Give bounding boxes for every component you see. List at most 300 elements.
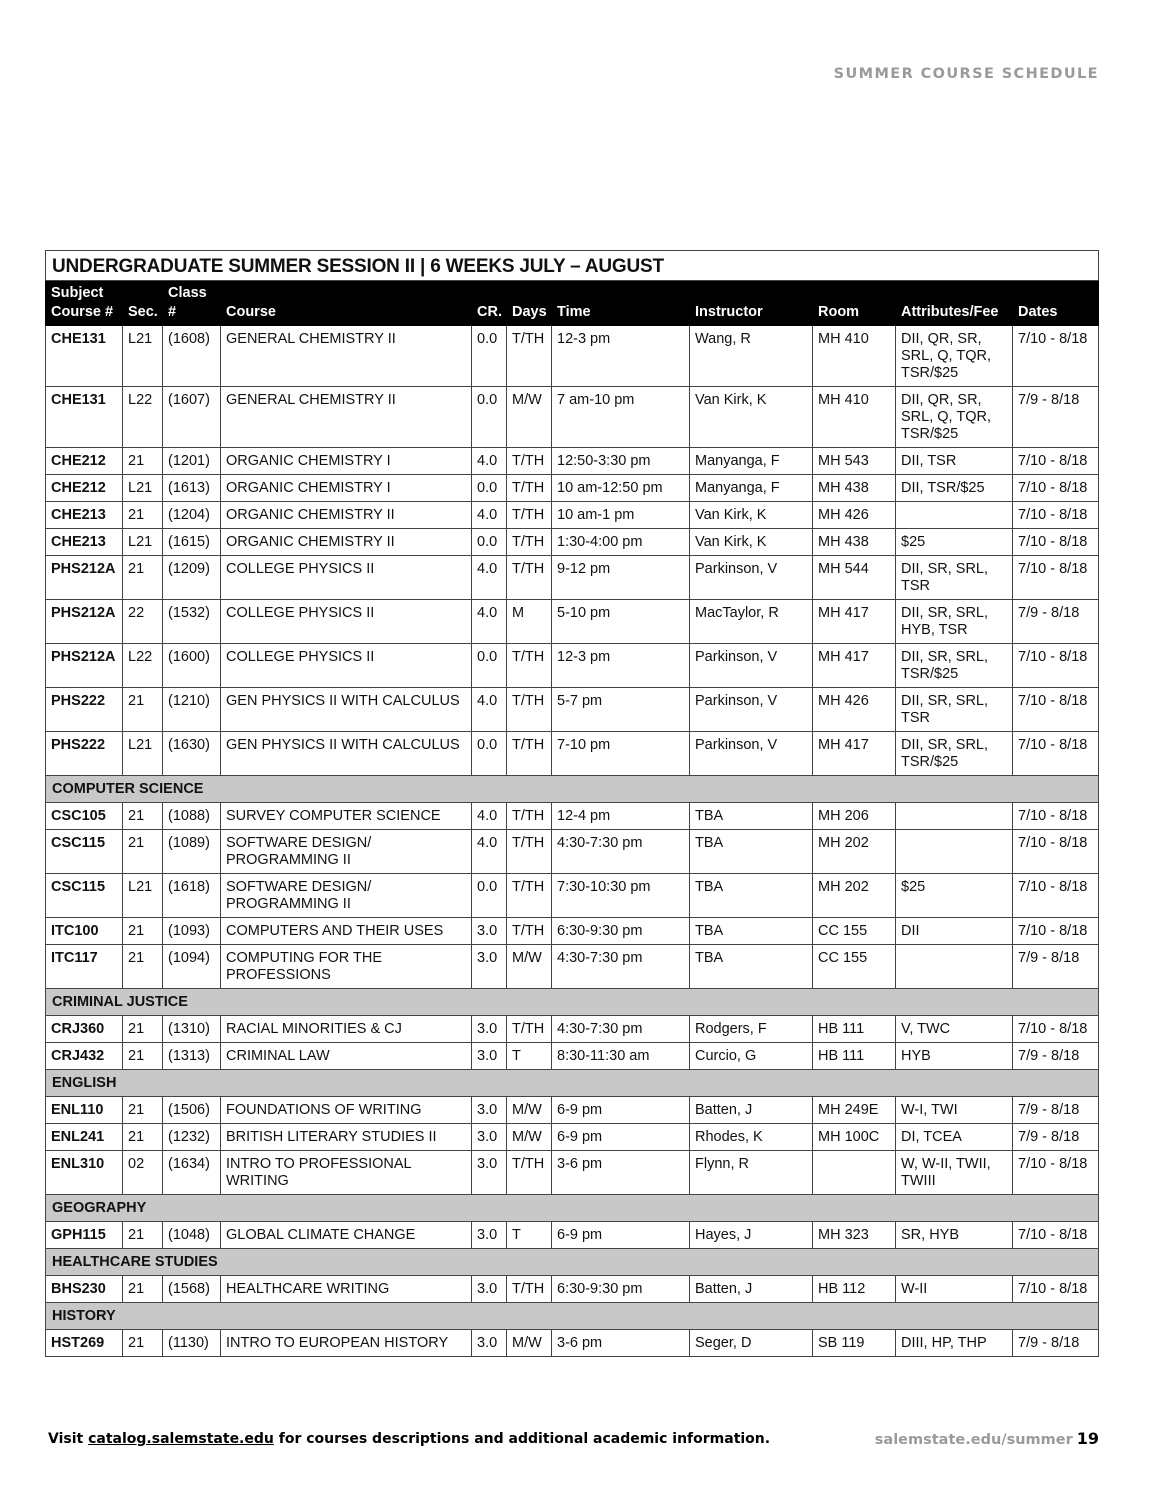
cell-sec: 21 xyxy=(123,1276,163,1303)
column-header-time: Time xyxy=(552,281,690,326)
cell-dates: 7/10 - 8/18 xyxy=(1013,688,1099,732)
column-header-instructor: Instructor xyxy=(690,281,813,326)
cell-instructor: Flynn, R xyxy=(690,1151,813,1195)
cell-time: 5-10 pm xyxy=(552,600,690,644)
section-heading-row xyxy=(46,1195,1099,1222)
section-heading: GEOGRAPHY xyxy=(46,1195,1099,1222)
cell-subject-course: CSC105 xyxy=(46,803,123,830)
cell-course: GEN PHYSICS II WITH CALCULUS xyxy=(221,732,472,776)
section-heading-row xyxy=(46,1303,1099,1330)
cell-subject-course: PHS212A xyxy=(46,556,123,600)
footer-note xyxy=(48,1431,770,1447)
cell-dates: 7/9 - 8/18 xyxy=(1013,1330,1099,1357)
table-row xyxy=(46,1222,1099,1249)
cell-subject-course: PHS222 xyxy=(46,732,123,776)
cell-instructor: Wang, R xyxy=(690,326,813,387)
cell-days: T/TH xyxy=(507,475,552,502)
cell-subject-course: CRJ432 xyxy=(46,1043,123,1070)
cell-cr: 0.0 xyxy=(472,874,507,918)
cell-dates: 7/10 - 8/18 xyxy=(1013,502,1099,529)
cell-days: T/TH xyxy=(507,830,552,874)
cell-instructor: Parkinson, V xyxy=(690,732,813,776)
cell-course: COMPUTING FOR THE PROFESSIONS xyxy=(221,945,472,989)
cell-time: 6-9 pm xyxy=(552,1222,690,1249)
cell-days: T/TH xyxy=(507,1016,552,1043)
cell-instructor: Batten, J xyxy=(690,1276,813,1303)
cell-class: (1608) xyxy=(163,326,221,387)
column-header-course: Course xyxy=(221,281,472,326)
section-heading-row xyxy=(46,989,1099,1016)
cell-cr: 4.0 xyxy=(472,448,507,475)
cell-course: SOFTWARE DESIGN/ PROGRAMMING II xyxy=(221,874,472,918)
cell-room: MH 202 xyxy=(813,830,896,874)
cell-cr: 3.0 xyxy=(472,1330,507,1357)
cell-room xyxy=(813,1151,896,1195)
cell-instructor: Van Kirk, K xyxy=(690,502,813,529)
cell-sec: L21 xyxy=(123,326,163,387)
cell-instructor: Parkinson, V xyxy=(690,556,813,600)
cell-class: (1613) xyxy=(163,475,221,502)
cell-sec: L21 xyxy=(123,732,163,776)
cell-dates: 7/10 - 8/18 xyxy=(1013,475,1099,502)
cell-attributes: DI, TCEA xyxy=(896,1124,1013,1151)
cell-class: (1089) xyxy=(163,830,221,874)
cell-class: (1313) xyxy=(163,1043,221,1070)
cell-class: (1201) xyxy=(163,448,221,475)
cell-cr: 4.0 xyxy=(472,803,507,830)
cell-cr: 4.0 xyxy=(472,830,507,874)
cell-attributes xyxy=(896,830,1013,874)
cell-sec: 21 xyxy=(123,830,163,874)
cell-cr: 0.0 xyxy=(472,529,507,556)
cell-days: M/W xyxy=(507,387,552,448)
column-header-subject-course: Subject Course # xyxy=(46,281,123,326)
cell-room: HB 112 xyxy=(813,1276,896,1303)
section-heading: COMPUTER SCIENCE xyxy=(46,776,1099,803)
cell-attributes: DIII, HP, THP xyxy=(896,1330,1013,1357)
cell-class: (1209) xyxy=(163,556,221,600)
cell-attributes: DII, QR, SR, SRL, Q, TQR, TSR/$25 xyxy=(896,387,1013,448)
cell-days: M/W xyxy=(507,945,552,989)
table-row xyxy=(46,1043,1099,1070)
cell-time: 12-3 pm xyxy=(552,644,690,688)
cell-days: T/TH xyxy=(507,803,552,830)
column-header-class: Class # xyxy=(163,281,221,326)
cell-sec: 21 xyxy=(123,1043,163,1070)
table-row xyxy=(46,1276,1099,1303)
cell-time: 7 am-10 pm xyxy=(552,387,690,448)
cell-class: (1568) xyxy=(163,1276,221,1303)
cell-days: T/TH xyxy=(507,732,552,776)
cell-time: 6:30-9:30 pm xyxy=(552,918,690,945)
cell-dates: 7/9 - 8/18 xyxy=(1013,1124,1099,1151)
table-title: UNDERGRADUATE SUMMER SESSION II | 6 WEEKS JULY – AUGUST xyxy=(46,251,1099,281)
cell-time: 4:30-7:30 pm xyxy=(552,1016,690,1043)
table-row xyxy=(46,1151,1099,1195)
page-number: 19 xyxy=(1076,1429,1099,1448)
cell-subject-course: CRJ360 xyxy=(46,1016,123,1043)
cell-instructor: Parkinson, V xyxy=(690,688,813,732)
cell-subject-course: CHE131 xyxy=(46,326,123,387)
site-url[interactable]: salemstate.edu/summer xyxy=(874,1432,1073,1448)
cell-dates: 7/9 - 8/18 xyxy=(1013,387,1099,448)
cell-time: 6-9 pm xyxy=(552,1097,690,1124)
cell-room: HB 111 xyxy=(813,1043,896,1070)
cell-sec: 21 xyxy=(123,918,163,945)
cell-room: MH 100C xyxy=(813,1124,896,1151)
cell-cr: 3.0 xyxy=(472,945,507,989)
cell-class: (1615) xyxy=(163,529,221,556)
cell-dates: 7/9 - 8/18 xyxy=(1013,945,1099,989)
cell-room: MH 410 xyxy=(813,326,896,387)
cell-class: (1607) xyxy=(163,387,221,448)
cell-instructor: Parkinson, V xyxy=(690,644,813,688)
table-row xyxy=(46,1097,1099,1124)
cell-days: T/TH xyxy=(507,556,552,600)
cell-sec: L21 xyxy=(123,475,163,502)
section-heading: CRIMINAL JUSTICE xyxy=(46,989,1099,1016)
cell-room: MH 438 xyxy=(813,529,896,556)
cell-sec: L21 xyxy=(123,874,163,918)
cell-dates: 7/10 - 8/18 xyxy=(1013,326,1099,387)
section-heading-row xyxy=(46,1070,1099,1097)
cell-cr: 4.0 xyxy=(472,600,507,644)
cell-instructor: Hayes, J xyxy=(690,1222,813,1249)
cell-class: (1506) xyxy=(163,1097,221,1124)
cell-time: 7:30-10:30 pm xyxy=(552,874,690,918)
cell-time: 10 am-12:50 pm xyxy=(552,475,690,502)
cell-days: M/W xyxy=(507,1330,552,1357)
cell-class: (1532) xyxy=(163,600,221,644)
cell-cr: 3.0 xyxy=(472,918,507,945)
cell-class: (1088) xyxy=(163,803,221,830)
cell-room: MH 417 xyxy=(813,600,896,644)
cell-dates: 7/10 - 8/18 xyxy=(1013,874,1099,918)
cell-class: (1093) xyxy=(163,918,221,945)
cell-room: MH 410 xyxy=(813,387,896,448)
table-row xyxy=(46,448,1099,475)
cell-cr: 3.0 xyxy=(472,1151,507,1195)
cell-dates: 7/10 - 8/18 xyxy=(1013,803,1099,830)
cell-room: MH 426 xyxy=(813,688,896,732)
section-heading: HEALTHCARE STUDIES xyxy=(46,1249,1099,1276)
table-row xyxy=(46,1330,1099,1357)
cell-course: SURVEY COMPUTER SCIENCE xyxy=(221,803,472,830)
cell-instructor: TBA xyxy=(690,803,813,830)
cell-cr: 4.0 xyxy=(472,556,507,600)
cell-class: (1130) xyxy=(163,1330,221,1357)
cell-sec: L22 xyxy=(123,387,163,448)
cell-subject-course: ITC117 xyxy=(46,945,123,989)
cell-sec: 21 xyxy=(123,1330,163,1357)
cell-cr: 3.0 xyxy=(472,1124,507,1151)
cell-subject-course: CHE212 xyxy=(46,448,123,475)
cell-instructor: Rodgers, F xyxy=(690,1016,813,1043)
cell-time: 7-10 pm xyxy=(552,732,690,776)
cell-class: (1204) xyxy=(163,502,221,529)
cell-sec: 21 xyxy=(123,688,163,732)
cell-room: SB 119 xyxy=(813,1330,896,1357)
section-heading: ENGLISH xyxy=(46,1070,1099,1097)
cell-subject-course: CHE131 xyxy=(46,387,123,448)
cell-attributes xyxy=(896,803,1013,830)
cell-sec: 22 xyxy=(123,600,163,644)
cell-attributes xyxy=(896,945,1013,989)
footer-visit-suffix: for courses descriptions and additional academic information. xyxy=(278,1431,771,1447)
cell-course: COLLEGE PHYSICS II xyxy=(221,644,472,688)
cell-course: SOFTWARE DESIGN/ PROGRAMMING II xyxy=(221,830,472,874)
cell-subject-course: GPH115 xyxy=(46,1222,123,1249)
cell-room: HB 111 xyxy=(813,1016,896,1043)
cell-course: INTRO TO EUROPEAN HISTORY xyxy=(221,1330,472,1357)
cell-instructor: Van Kirk, K xyxy=(690,387,813,448)
cell-dates: 7/10 - 8/18 xyxy=(1013,644,1099,688)
cell-room: MH 249E xyxy=(813,1097,896,1124)
cell-sec: 21 xyxy=(123,556,163,600)
cell-course: GENERAL CHEMISTRY II xyxy=(221,326,472,387)
cell-course: GENERAL CHEMISTRY II xyxy=(221,387,472,448)
cell-attributes: DII, SR, SRL, TSR/$25 xyxy=(896,732,1013,776)
cell-class: (1094) xyxy=(163,945,221,989)
cell-days: M/W xyxy=(507,1124,552,1151)
column-header-room: Room xyxy=(813,281,896,326)
cell-sec: 02 xyxy=(123,1151,163,1195)
cell-course: COMPUTERS AND THEIR USES xyxy=(221,918,472,945)
cell-dates: 7/10 - 8/18 xyxy=(1013,1016,1099,1043)
table-row xyxy=(46,918,1099,945)
cell-time: 9-12 pm xyxy=(552,556,690,600)
cell-cr: 3.0 xyxy=(472,1222,507,1249)
column-header-attributes: Attributes/Fee xyxy=(896,281,1013,326)
cell-subject-course: CHE213 xyxy=(46,502,123,529)
cell-instructor: TBA xyxy=(690,874,813,918)
table-row xyxy=(46,803,1099,830)
cell-course: RACIAL MINORITIES & CJ xyxy=(221,1016,472,1043)
cell-subject-course: CSC115 xyxy=(46,874,123,918)
cell-subject-course: ENL110 xyxy=(46,1097,123,1124)
cell-course: GEN PHYSICS II WITH CALCULUS xyxy=(221,688,472,732)
cell-subject-course: CHE212 xyxy=(46,475,123,502)
section-heading-row xyxy=(46,1249,1099,1276)
cell-course: GLOBAL CLIMATE CHANGE xyxy=(221,1222,472,1249)
cell-room: MH 544 xyxy=(813,556,896,600)
cell-course: COLLEGE PHYSICS II xyxy=(221,556,472,600)
cell-days: M xyxy=(507,600,552,644)
cell-sec: 21 xyxy=(123,945,163,989)
cell-dates: 7/10 - 8/18 xyxy=(1013,529,1099,556)
cell-subject-course: ITC100 xyxy=(46,918,123,945)
cell-room: MH 426 xyxy=(813,502,896,529)
cell-attributes: DII, QR, SR, SRL, Q, TQR, TSR/$25 xyxy=(896,326,1013,387)
cell-instructor: Manyanga, F xyxy=(690,475,813,502)
cell-attributes: V, TWC xyxy=(896,1016,1013,1043)
table-row xyxy=(46,502,1099,529)
cell-attributes: DII, SR, SRL, HYB, TSR xyxy=(896,600,1013,644)
cell-course: ORGANIC CHEMISTRY I xyxy=(221,448,472,475)
cell-days: T/TH xyxy=(507,1151,552,1195)
cell-instructor: MacTaylor, R xyxy=(690,600,813,644)
cell-days: T/TH xyxy=(507,688,552,732)
cell-time: 8:30-11:30 am xyxy=(552,1043,690,1070)
cell-course: FOUNDATIONS OF WRITING xyxy=(221,1097,472,1124)
cell-sec: L21 xyxy=(123,529,163,556)
cell-room: MH 323 xyxy=(813,1222,896,1249)
cell-subject-course: PHS212A xyxy=(46,600,123,644)
cell-time: 4:30-7:30 pm xyxy=(552,945,690,989)
cell-dates: 7/10 - 8/18 xyxy=(1013,918,1099,945)
cell-attributes: $25 xyxy=(896,529,1013,556)
cell-room: MH 543 xyxy=(813,448,896,475)
cell-time: 12:50-3:30 pm xyxy=(552,448,690,475)
cell-sec: 21 xyxy=(123,1222,163,1249)
cell-sec: 21 xyxy=(123,1124,163,1151)
cell-instructor: Curcio, G xyxy=(690,1043,813,1070)
cell-attributes: SR, HYB xyxy=(896,1222,1013,1249)
cell-instructor: Rhodes, K xyxy=(690,1124,813,1151)
table-row xyxy=(46,326,1099,387)
cell-room: CC 155 xyxy=(813,945,896,989)
column-header-days: Days xyxy=(507,281,552,326)
cell-cr: 3.0 xyxy=(472,1097,507,1124)
cell-dates: 7/10 - 8/18 xyxy=(1013,1222,1099,1249)
cell-cr: 0.0 xyxy=(472,732,507,776)
cell-cr: 3.0 xyxy=(472,1043,507,1070)
cell-days: T/TH xyxy=(507,918,552,945)
cell-subject-course: HST269 xyxy=(46,1330,123,1357)
cell-attributes: DII xyxy=(896,918,1013,945)
cell-class: (1618) xyxy=(163,874,221,918)
cell-attributes: DII, TSR/$25 xyxy=(896,475,1013,502)
cell-dates: 7/9 - 8/18 xyxy=(1013,600,1099,644)
cell-instructor: TBA xyxy=(690,830,813,874)
footer-visit-prefix: Visit xyxy=(48,1431,84,1447)
cell-cr: 4.0 xyxy=(472,688,507,732)
table-row xyxy=(46,556,1099,600)
column-header-dates: Dates xyxy=(1013,281,1099,326)
cell-sec: 21 xyxy=(123,1097,163,1124)
cell-time: 12-3 pm xyxy=(552,326,690,387)
cell-dates: 7/10 - 8/18 xyxy=(1013,732,1099,776)
cell-dates: 7/10 - 8/18 xyxy=(1013,1151,1099,1195)
cell-subject-course: BHS230 xyxy=(46,1276,123,1303)
cell-room: MH 438 xyxy=(813,475,896,502)
cell-instructor: Batten, J xyxy=(690,1097,813,1124)
table-row xyxy=(46,644,1099,688)
cell-attributes: $25 xyxy=(896,874,1013,918)
cell-days: T/TH xyxy=(507,502,552,529)
catalog-link[interactable]: catalog.salemstate.edu xyxy=(88,1431,274,1447)
cell-class: (1232) xyxy=(163,1124,221,1151)
page-header-label: SUMMER COURSE SCHEDULE xyxy=(833,66,1099,82)
cell-time: 6:30-9:30 pm xyxy=(552,1276,690,1303)
cell-time: 3-6 pm xyxy=(552,1330,690,1357)
cell-course: COLLEGE PHYSICS II xyxy=(221,600,472,644)
schedule-body xyxy=(46,326,1099,1357)
cell-sec: 21 xyxy=(123,1016,163,1043)
cell-subject-course: CSC115 xyxy=(46,830,123,874)
cell-days: T/TH xyxy=(507,644,552,688)
cell-subject-course: PHS222 xyxy=(46,688,123,732)
cell-dates: 7/10 - 8/18 xyxy=(1013,448,1099,475)
cell-days: T xyxy=(507,1043,552,1070)
cell-days: M/W xyxy=(507,1097,552,1124)
cell-class: (1048) xyxy=(163,1222,221,1249)
cell-class: (1630) xyxy=(163,732,221,776)
cell-days: T/TH xyxy=(507,529,552,556)
cell-room: CC 155 xyxy=(813,918,896,945)
cell-subject-course: ENL310 xyxy=(46,1151,123,1195)
cell-course: ORGANIC CHEMISTRY II xyxy=(221,529,472,556)
cell-dates: 7/10 - 8/18 xyxy=(1013,830,1099,874)
cell-instructor: TBA xyxy=(690,945,813,989)
cell-course: CRIMINAL LAW xyxy=(221,1043,472,1070)
cell-sec: 21 xyxy=(123,502,163,529)
cell-room: MH 417 xyxy=(813,644,896,688)
cell-subject-course: ENL241 xyxy=(46,1124,123,1151)
cell-attributes: W, W-II, TWII, TWIII xyxy=(896,1151,1013,1195)
column-header-cr: CR. xyxy=(472,281,507,326)
cell-course: ORGANIC CHEMISTRY I xyxy=(221,475,472,502)
cell-subject-course: CHE213 xyxy=(46,529,123,556)
cell-room: MH 202 xyxy=(813,874,896,918)
cell-subject-course: PHS212A xyxy=(46,644,123,688)
cell-cr: 0.0 xyxy=(472,387,507,448)
cell-cr: 0.0 xyxy=(472,644,507,688)
cell-attributes: W-II xyxy=(896,1276,1013,1303)
table-row xyxy=(46,1124,1099,1151)
table-row xyxy=(46,475,1099,502)
cell-time: 3-6 pm xyxy=(552,1151,690,1195)
cell-cr: 0.0 xyxy=(472,326,507,387)
cell-cr: 4.0 xyxy=(472,502,507,529)
cell-attributes: W-I, TWI xyxy=(896,1097,1013,1124)
cell-time: 6-9 pm xyxy=(552,1124,690,1151)
cell-instructor: TBA xyxy=(690,918,813,945)
cell-cr: 3.0 xyxy=(472,1276,507,1303)
cell-course: BRITISH LITERARY STUDIES II xyxy=(221,1124,472,1151)
table-row xyxy=(46,387,1099,448)
table-row xyxy=(46,830,1099,874)
cell-time: 10 am-1 pm xyxy=(552,502,690,529)
cell-dates: 7/9 - 8/18 xyxy=(1013,1097,1099,1124)
cell-time: 5-7 pm xyxy=(552,688,690,732)
cell-attributes: HYB xyxy=(896,1043,1013,1070)
cell-dates: 7/10 - 8/18 xyxy=(1013,1276,1099,1303)
cell-attributes xyxy=(896,502,1013,529)
cell-cr: 3.0 xyxy=(472,1016,507,1043)
footer-right xyxy=(875,1429,1099,1448)
section-heading: HISTORY xyxy=(46,1303,1099,1330)
course-schedule-table xyxy=(45,250,1099,1357)
cell-sec: L22 xyxy=(123,644,163,688)
table-row xyxy=(46,688,1099,732)
cell-class: (1310) xyxy=(163,1016,221,1043)
cell-class: (1210) xyxy=(163,688,221,732)
cell-class: (1634) xyxy=(163,1151,221,1195)
cell-days: T/TH xyxy=(507,448,552,475)
section-heading-row xyxy=(46,776,1099,803)
cell-sec: 21 xyxy=(123,803,163,830)
table-row xyxy=(46,732,1099,776)
cell-time: 12-4 pm xyxy=(552,803,690,830)
cell-attributes: DII, SR, SRL, TSR xyxy=(896,556,1013,600)
cell-instructor: Seger, D xyxy=(690,1330,813,1357)
cell-course: HEALTHCARE WRITING xyxy=(221,1276,472,1303)
cell-days: T/TH xyxy=(507,1276,552,1303)
cell-room: MH 206 xyxy=(813,803,896,830)
cell-room: MH 417 xyxy=(813,732,896,776)
column-header-row xyxy=(46,281,1099,326)
